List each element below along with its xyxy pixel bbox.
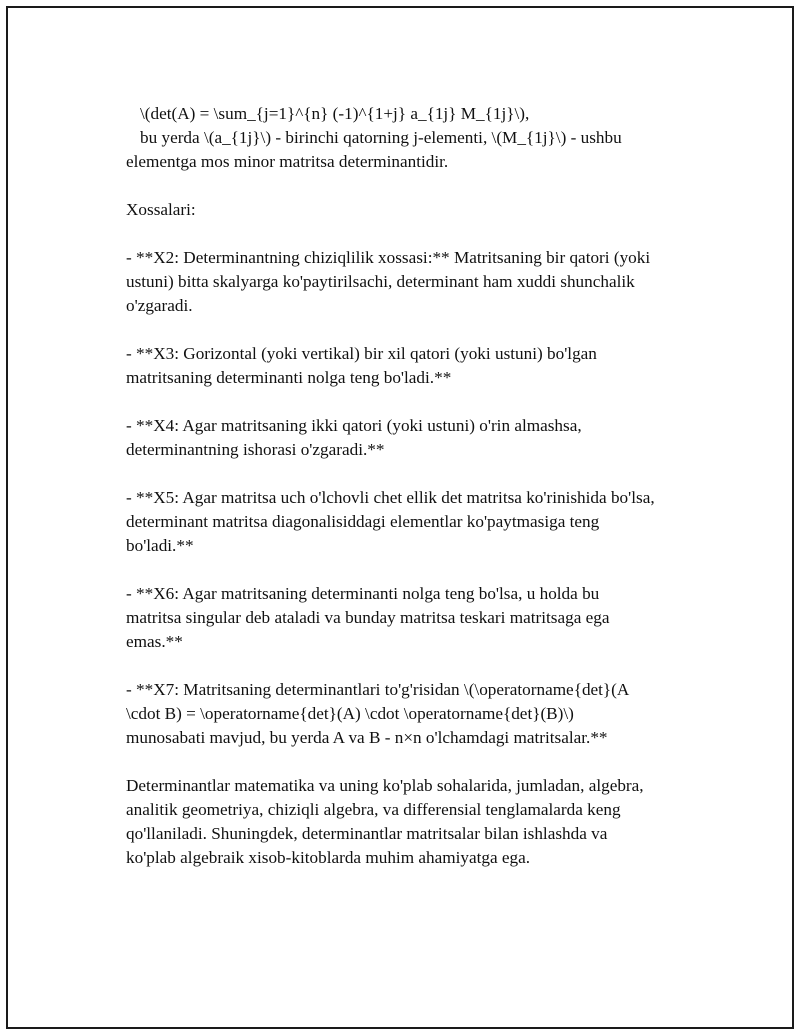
- text-line: - **X3: Gorizontal (yoki vertikal) bir xil qatori (yoki ustuni) bo'lgan: [126, 344, 597, 363]
- text-line: determinantning ishorasi o'zgaradi.**: [126, 440, 385, 459]
- text-line: ustuni) bitta skalyarga ko'paytirilsachi, determinant ham xuddi shunchalik: [126, 272, 635, 291]
- text-line: emas.**: [126, 632, 183, 651]
- property-x5: [126, 486, 706, 558]
- property-x2: [126, 246, 706, 318]
- document-body: [126, 102, 706, 894]
- formula-line: \(det(A) = \sum_{j=1}^{n} (-1)^{1+j} a_{1j} M_{1j}\),: [140, 104, 530, 123]
- text-line: - **X5: Agar matritsa uch o'lchovli chet ellik det matritsa ko'rinishida bo'lsa,: [126, 488, 655, 507]
- text-line: bu yerda \(a_{1j}\) - birinchi qatorning j-elementi, \(M_{1j}\) - ushbu: [140, 128, 622, 147]
- text-line: - **X2: Determinantning chiziqlilik xossasi:** Matritsaning bir qatori (yoki: [126, 248, 651, 267]
- section-heading: [126, 198, 706, 222]
- property-x7: [126, 678, 706, 750]
- text-line: matritsa singular deb ataladi va bunday matritsa teskari matritsaga ega: [126, 608, 610, 627]
- text-line: bo'ladi.**: [126, 536, 194, 555]
- property-x6: [126, 582, 706, 654]
- text-line: Determinantlar matematika va uning ko'plab sohalarida, jumladan, algebra,: [126, 776, 644, 795]
- text-line: o'zgaradi.: [126, 296, 193, 315]
- heading-text: Xossalari:: [126, 200, 196, 219]
- text-line: determinant matritsa diagonalisiddagi elementlar ko'paytmasiga teng: [126, 512, 600, 531]
- text-line: analitik geometriya, chiziqli algebra, va differensial tenglamalarda keng: [126, 800, 621, 819]
- text-line: qo'llaniladi. Shuningdek, determinantlar matritsalar bilan ishlashda va: [126, 824, 608, 843]
- conclusion-paragraph: [126, 774, 706, 870]
- text-line: - **X6: Agar matritsaning determinanti nolga teng bo'lsa, u holda bu: [126, 584, 600, 603]
- text-line: \cdot B) = \operatorname{det}(A) \cdot \operatorname{det}(B)\): [126, 704, 574, 723]
- text-line: matritsaning determinanti nolga teng bo'ladi.**: [126, 368, 452, 387]
- text-line: - **X4: Agar matritsaning ikki qatori (yoki ustuni) o'rin almashsa,: [126, 416, 582, 435]
- text-line: munosabati mavjud, bu yerda A va B - n×n o'lchamdagi matritsalar.**: [126, 728, 608, 747]
- text-line: - **X7: Matritsaning determinantlari to'g'risidan \(\operatorname{det}(A: [126, 680, 630, 699]
- text-line: ko'plab algebraik xisob-kitoblarda muhim ahamiyatga ega.: [126, 848, 531, 867]
- text-line: elementga mos minor matritsa determinantidir.: [126, 152, 449, 171]
- page-frame: [6, 6, 794, 1029]
- property-x3: [126, 342, 706, 390]
- property-x4: [126, 414, 706, 462]
- intro-paragraph: [126, 102, 706, 174]
